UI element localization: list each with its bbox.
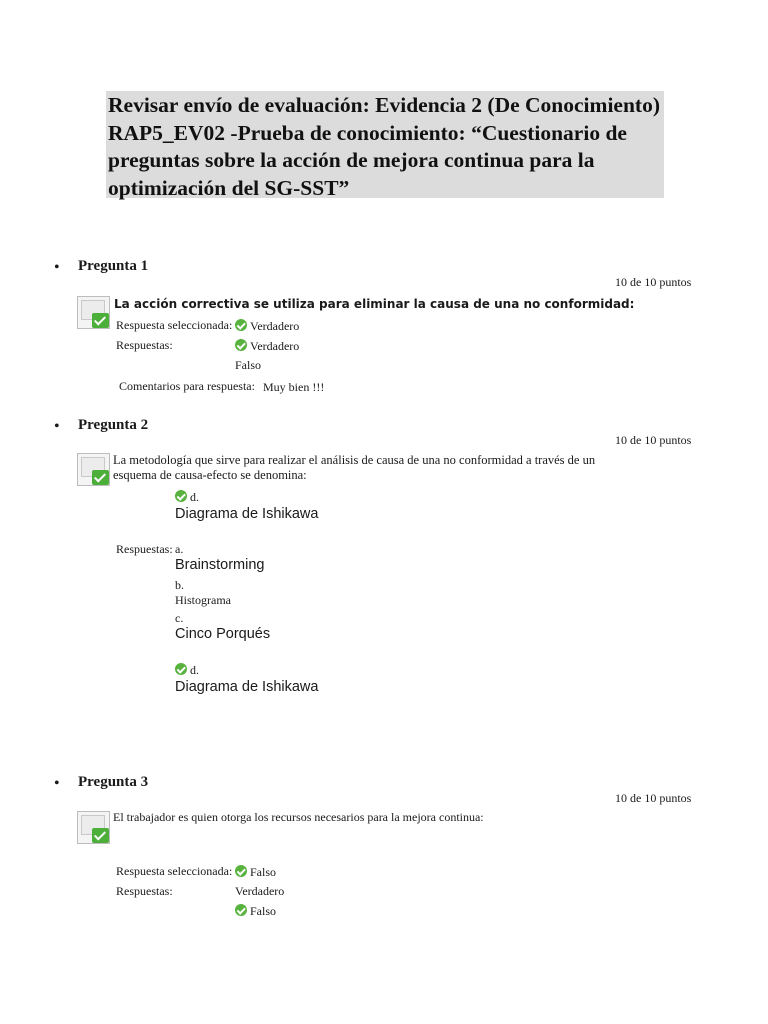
question-1-points: 10 de 10 puntos	[615, 275, 692, 289]
selected-answer: Verdadero	[235, 319, 299, 334]
correct-check-icon	[235, 865, 247, 877]
correct-check-icon	[235, 904, 247, 916]
bullet: •	[54, 259, 60, 276]
answers-label: Respuestas:	[116, 884, 173, 898]
graded-question-icon	[77, 811, 110, 844]
answer-option-letter: b.	[175, 578, 184, 592]
answer-option: Brainstorming	[175, 557, 265, 573]
correct-check-icon	[235, 319, 247, 331]
answers-label: Respuestas:	[116, 338, 173, 352]
title-box	[106, 91, 664, 198]
question-3-title: Pregunta 3	[78, 774, 149, 790]
selected-answer-text: Diagrama de Ishikawa	[175, 506, 319, 522]
correct-check-icon	[235, 339, 247, 351]
answer-option: Verdadero	[235, 339, 299, 354]
question-3-points: 10 de 10 puntos	[615, 791, 692, 805]
answer-option: Falso	[235, 358, 262, 372]
question-1-text: La acción correctiva se utiliza para eliminar la causa de una no conformidad:	[114, 297, 635, 311]
question-2-title: Pregunta 2	[78, 417, 149, 433]
selected-answer-label: Respuesta seleccionada:	[116, 864, 233, 878]
bullet: •	[54, 775, 60, 792]
selected-answer-label: Respuesta seleccionada:	[116, 318, 233, 332]
correct-check-icon	[175, 663, 187, 675]
answer-option-letter: c.	[175, 611, 184, 625]
selected-answer: d.	[175, 490, 199, 505]
answer-option: Falso	[235, 904, 276, 919]
bullet: •	[54, 418, 60, 435]
question-3-text: El trabajador es quien otorga los recursos necesarios para la mejora continua:	[113, 810, 484, 824]
answer-option: Verdadero	[235, 884, 285, 898]
question-2-text: La metodología que sirve para realizar el análisis de causa de una no conformidad a través de un esquema de causa-efecto se denomina:	[113, 453, 596, 482]
page-title: Revisar envío de evaluación: Evidencia 2 (De Conocimiento) RAP5_EV02 -Prueba de conocimiento: “Cuestionario de preguntas sobre la acción de mejora continua para la optimización del SG-SST”	[108, 93, 660, 200]
comment-text: Muy bien !!!	[263, 380, 325, 394]
answer-option-letter: d.	[175, 663, 199, 678]
answer-option: Diagrama de Ishikawa	[175, 679, 319, 695]
comments-label: Comentarios para respuesta:	[119, 379, 255, 393]
graded-question-icon	[77, 296, 110, 329]
answers-label: Respuestas:	[116, 542, 173, 556]
selected-answer: Falso	[235, 865, 276, 880]
answer-option-letter: a.	[175, 542, 184, 556]
graded-question-icon	[77, 453, 110, 486]
question-1-title: Pregunta 1	[78, 258, 149, 274]
answer-option: Histograma	[175, 593, 231, 607]
answer-option: Cinco Porqués	[175, 626, 271, 642]
correct-check-icon	[175, 490, 187, 502]
question-2-points: 10 de 10 puntos	[615, 433, 692, 447]
